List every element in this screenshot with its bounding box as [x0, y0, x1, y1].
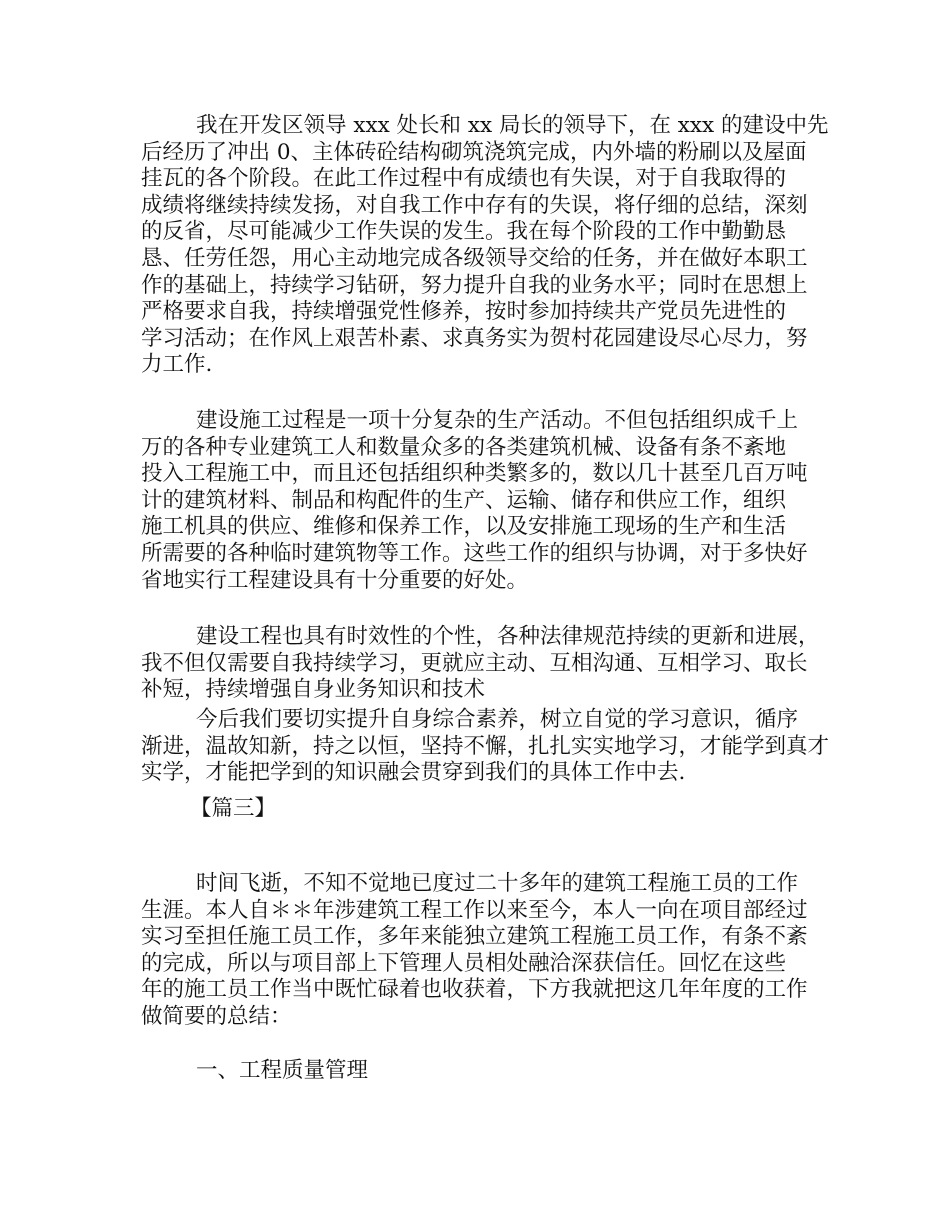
paragraph-line: 计的建筑材料、制品和构配件的生产、运输、储存和供应工作，组织 [141, 487, 787, 513]
paragraph-line: 严格要求自我，持续增强党性修养，按时参加持续共产党员先进性的 [141, 299, 787, 325]
paragraph-line: 投入工程施工中，而且还包括组织种类繁多的，数以几十甚至几百万吨 [141, 461, 808, 487]
paragraph-line: 恳、任劳任怨，用心主动地完成各级领导交给的任务，并在做好本职工 [141, 245, 808, 271]
paragraph-1 [141, 113, 829, 379]
section-paragraph [141, 871, 813, 1031]
paragraph-line: 时间飞逝，不知不觉地已度过二十多年的建筑工程施工员的工作 [196, 871, 799, 896]
paragraph-line: 生涯。本人自＊＊年涉建筑工程工作以来至今，本人一向在项目部经过 [141, 897, 808, 923]
paragraph-line: 的反省，尽可能减少工作失误的发生。我在每个阶段的工作中勤勤恳 [141, 219, 787, 245]
paragraph-line: 万的各种专业建筑工人和数量众多的各类建筑机械、设备有条不紊地 [141, 434, 787, 460]
section-title: 【篇三】 [190, 796, 277, 821]
paragraph-line: 省地实行工程建设具有十分重要的好处。 [141, 567, 529, 593]
paragraph-line: 我在开发区领导 xxx 处长和 xx 局长的领导下，在 xxx 的建设中先 [196, 113, 829, 138]
paragraph-line: 实习至担任施工员工作，多年来能独立建筑工程施工员工作，有条不紊 [141, 924, 808, 950]
paragraph-line: 的完成，所以与项目部上下管理人员相处融洽深获信任。回忆在这些 [141, 950, 787, 976]
paragraph-2 [141, 408, 813, 594]
paragraph-line: 成绩将继续持续发扬，对自我工作中存有的失误，将仔细的总结，深刻 [141, 192, 808, 218]
paragraph-line: 后经历了冲出 0、主体砖砼结构砌筑浇筑完成，内外墙的粉刷以及屋面 [141, 139, 807, 165]
paragraph-line: 今后我们要切实提升自身综合素养，树立自觉的学习意识，循序 [196, 707, 799, 732]
subheading: 一、工程质量管理 [196, 1058, 369, 1083]
paragraph-line: 建设施工过程是一项十分复杂的生产活动。不但包括组织成千上 [196, 408, 799, 433]
paragraph-line: 年的施工员工作当中既忙碌着也收获着，下方我就把这几年年度的工作 [141, 977, 808, 1003]
paragraph-3 [141, 624, 820, 704]
paragraph-line: 实学，才能把学到的知识融会贯穿到我们的具体工作中去. [141, 760, 686, 786]
paragraph-line: 所需要的各种临时建筑物等工作。这些工作的组织与协调，对于多快好 [141, 540, 808, 566]
paragraph-line: 渐进，温故知新，持之以恒，坚持不懈，扎扎实实地学习，才能学到真才 [141, 733, 830, 759]
paragraph-line: 施工机具的供应、维修和保养工作，以及安排施工现场的生产和生活 [141, 514, 787, 540]
paragraph-line: 作的基础上，持续学习钻研，努力提升自我的业务水平；同时在思想上 [141, 272, 808, 298]
paragraph-4 [141, 707, 830, 787]
paragraph-line: 我不但仅需要自我持续学习，更就应主动、互相沟通、互相学习、取长 [141, 650, 808, 676]
paragraph-line: 建设工程也具有时效性的个性，各种法律规范持续的更新和进展， [196, 624, 820, 649]
paragraph-line: 补短，持续增强自身业务知识和技术 [141, 677, 486, 703]
paragraph-line: 力工作. [141, 352, 213, 378]
paragraph-line: 学习活动；在作风上艰苦朴素、求真务实为贺村花园建设尽心尽力，努 [141, 325, 808, 351]
paragraph-line: 挂瓦的各个阶段。在此工作过程中有成绩也有失误，对于自我取得的 [141, 166, 787, 192]
paragraph-line: 做简要的总结： [141, 1003, 292, 1029]
